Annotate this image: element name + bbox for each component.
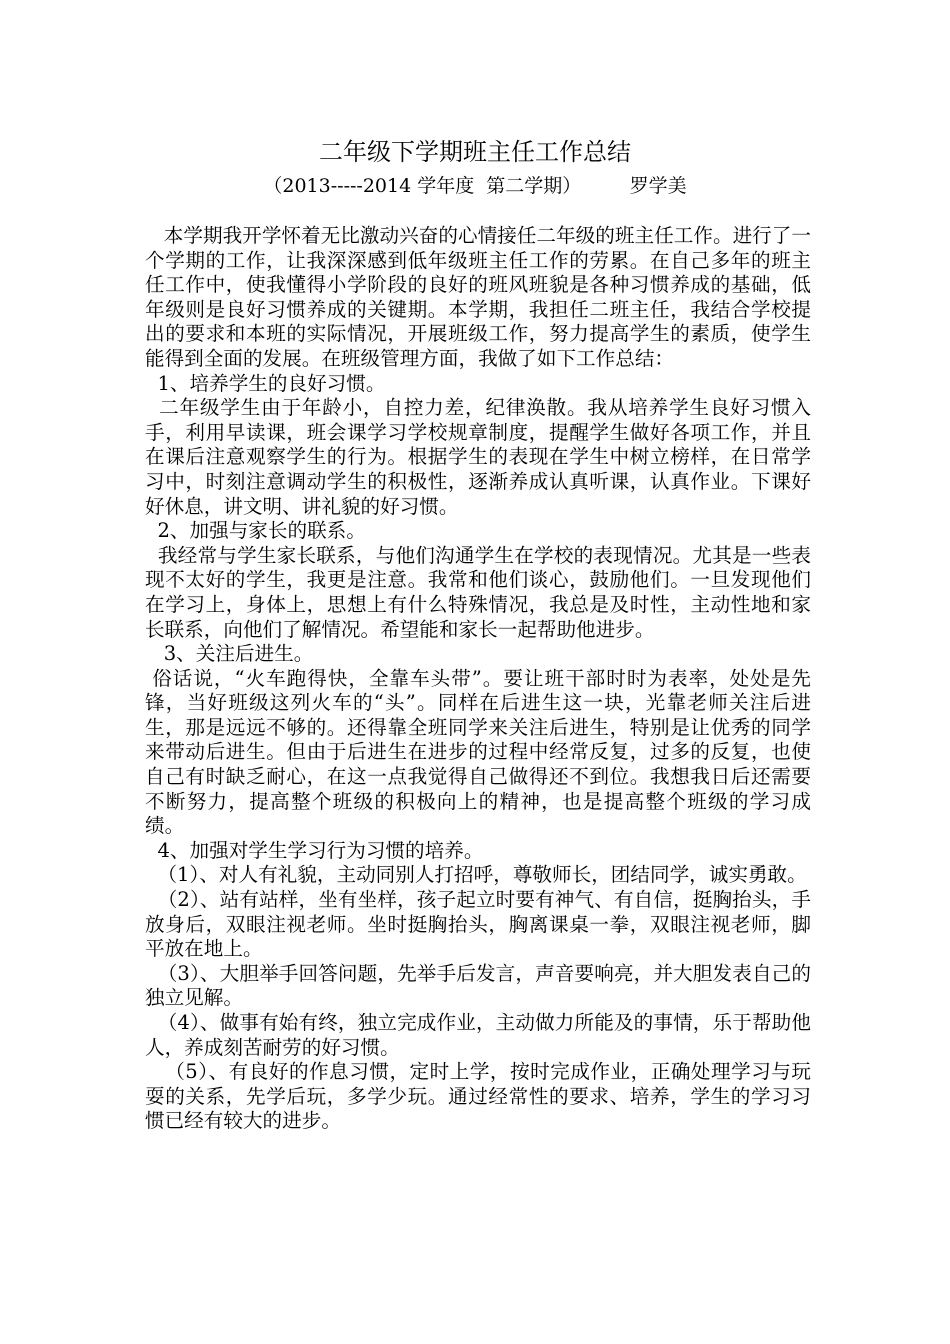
section-heading-3: 3、关注后进生。 <box>145 642 314 666</box>
section-heading-2: 2、加强与家长的联系。 <box>145 519 366 543</box>
list-item-5: （5）、有良好的作息习惯，定时上学，按时完成作业，正确处理学习与玩耍的关系，先学后玩，多学少玩。通过经常性的要求、培养，学生的学习习惯已经有较大的进步。 <box>145 1060 811 1133</box>
section-paragraph-1: 二年级学生由于年龄小，自控力差，纪律涣散。我从培养学生良好习惯入手，利用早读课，班会课学习学校规章制度，提醒学生做好各项工作，并且在课后注意观察学生的行为。根据学生的表现在学生中树立榜样，在日常学习中，时刻注意调动学生的积极性，逐渐养成认真听课，认真作业。下课好好休息，讲文明、讲礼貌的好习惯。 <box>145 396 812 518</box>
document-subtitle: （2013-----2014 学年度 第二学期） 罗学美 <box>263 175 687 197</box>
intro-paragraph: 本学期我开学怀着无比激动兴奋的心情接任二年级的班主任工作。进行了一个学期的工作，让我深深感到低年级班主任工作的劳累。在自己多年的班主任工作中，使我懂得小学阶段的良好的班风班貌是各种习惯养成的基础，低年级则是良好习惯养成的关键期。本学期，我担任二班主任，我结合学校提出的要求和本班的实际情况，开展班级工作，努力提高学生的素质，使学生能得到全面的发展。在班级管理方面，我做了如下工作总结： <box>145 224 811 370</box>
list-item-2: （2）、站有站样，坐有坐样，孩子起立时要有神气、有自信，挺胸抬头，手放身后，双眼注视老师。坐时挺胸抬头，胸离课桌一拳，双眼注视老师，脚平放在地上。 <box>145 888 811 961</box>
section-heading-1: 1、培养学生的良好习惯。 <box>145 371 386 395</box>
document-body <box>145 224 811 1134</box>
list-item-4: （4）、做事有始有终，独立完成作业，主动做力所能及的事情，乐于帮助他人，养成刻苦耐劳的好习惯。 <box>145 1011 811 1059</box>
document-title: 二年级下学期班主任工作总结 <box>319 138 631 166</box>
section-paragraph-2: 我经常与学生家长联系，与他们沟通学生在学校的表现情况。尤其是一些表现不太好的学生，我更是注意。我常和他们谈心，鼓励他们。一旦发现他们在学习上，身体上，思想上有什么特殊情况，我总是及时性，主动性地和家长联系，向他们了解情况。希望能和家长一起帮助他进步。 <box>145 543 811 641</box>
section-paragraph-3: 俗话说，“火车跑得快，全靠车头带”。要让班干部时时为表率，处处是先锋，当好班级这列火车的“头”。同样在后进生这一块，光靠老师关注后进生，那是远远不够的。还得靠全班同学来关注后进生，特别是让优秀的同学来带动后进生。但由于后进生在进步的过程中经常反复，过多的反复，也使自己有时缺乏耐心，在这一点我觉得自己做得还不到位。我想我日后还需要不断努力，提高整个班级的积极向上的精神，也是提高整个班级的学习成绩。 <box>145 666 811 838</box>
section-heading-4: 4、加强对学生学习行为习惯的培养。 <box>145 838 484 862</box>
list-item-1: （1）、对人有礼貌，主动同别人打招呼，尊敬师长，团结同学，诚实勇敢。 <box>145 863 807 887</box>
list-item-3: （3）、大胆举手回答问题，先举手后发言，声音要响亮，并大胆发表自己的独立见解。 <box>145 961 811 1010</box>
